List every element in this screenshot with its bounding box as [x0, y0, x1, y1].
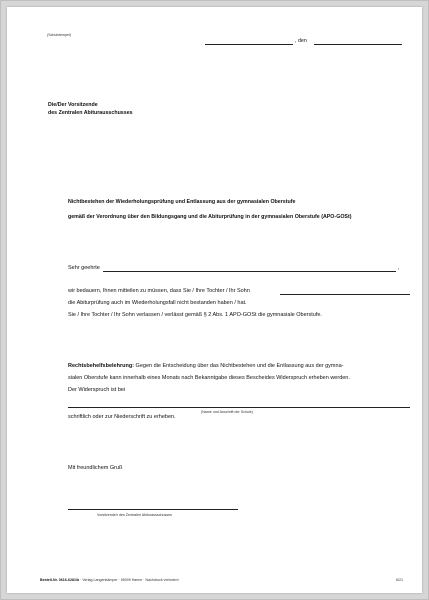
salutation-comma: ,: [398, 265, 400, 271]
body-line-3: Sie / Ihre Tochter / Ihr Sohn verlassen / verlässt gemäß § 2 Abs. 1 APO-GOSt die gymnasiale Oberstufe.: [68, 312, 322, 318]
school-stamp-label: (Schulstempel): [47, 33, 71, 37]
date-separator: , den: [295, 38, 307, 44]
form-version: 6/21: [396, 578, 403, 582]
signature-caption: Vorsitzende/r des Zentralen Abiturausschusses: [97, 513, 172, 517]
signature-line[interactable]: [68, 509, 238, 510]
salutation-prefix: Sehr geehrte: [68, 265, 100, 271]
footer-publisher: [40, 578, 179, 582]
body-line-1: wir bedauern, Ihnen mitteilen zu müssen, dass Sie / Ihre Tochter / Ihr Sohn: [68, 288, 250, 294]
date-line[interactable]: [314, 44, 402, 45]
subject-line-1: Nichtbestehen der Wiederholungsprüfung und Entlassung aus der gymnasialen Oberstufe: [68, 199, 296, 205]
legal-heading: Rechtsbehelfsbelehrung:: [68, 363, 135, 369]
student-name-line[interactable]: [280, 294, 410, 295]
place-line[interactable]: [205, 44, 293, 45]
school-address-line[interactable]: [68, 407, 410, 408]
legal-line-1: [68, 363, 343, 369]
recipient-line-1: Die/Der Vorsitzende: [48, 102, 98, 108]
salutation-name-line[interactable]: [103, 271, 396, 272]
body-line-2: die Abiturprüfung auch im Wiederholungsfall nicht bestanden haben / hat.: [68, 300, 247, 306]
legal-line-3: Der Widerspruch ist bei: [68, 387, 126, 393]
school-address-caption: (Name und Anschrift der Schule): [201, 410, 253, 414]
recipient-line-2: des Zentralen Abiturausschusses: [48, 110, 133, 116]
closing-greeting: Mit freundlichem Gruß: [68, 465, 123, 471]
subject-line-2: gemäß der Verordnung über den Bildungsgang und die Abiturprüfung in der gymnasialen Oberstufe (APO-GOSt): [68, 214, 352, 220]
publisher-info: · Verlag Langenkämper · 59009 Hamm · Nachdruck verboten!: [80, 578, 179, 582]
legal-line-2: sialen Oberstufe kann innerhalb eines Monats nach Bekanntgabe dieses Bescheides Widerspruch erheben werden.: [68, 375, 350, 381]
legal-line-1-text: Gegen die Entscheidung über das Nichtbestehen und die Entlassung aus der gymna-: [135, 363, 344, 369]
legal-line-4: schriftlich oder zur Niederschrift zu erheben.: [68, 414, 176, 420]
order-number: Bestell-Nr. 0616-6281/b: [40, 578, 80, 582]
document-page: [7, 7, 422, 593]
